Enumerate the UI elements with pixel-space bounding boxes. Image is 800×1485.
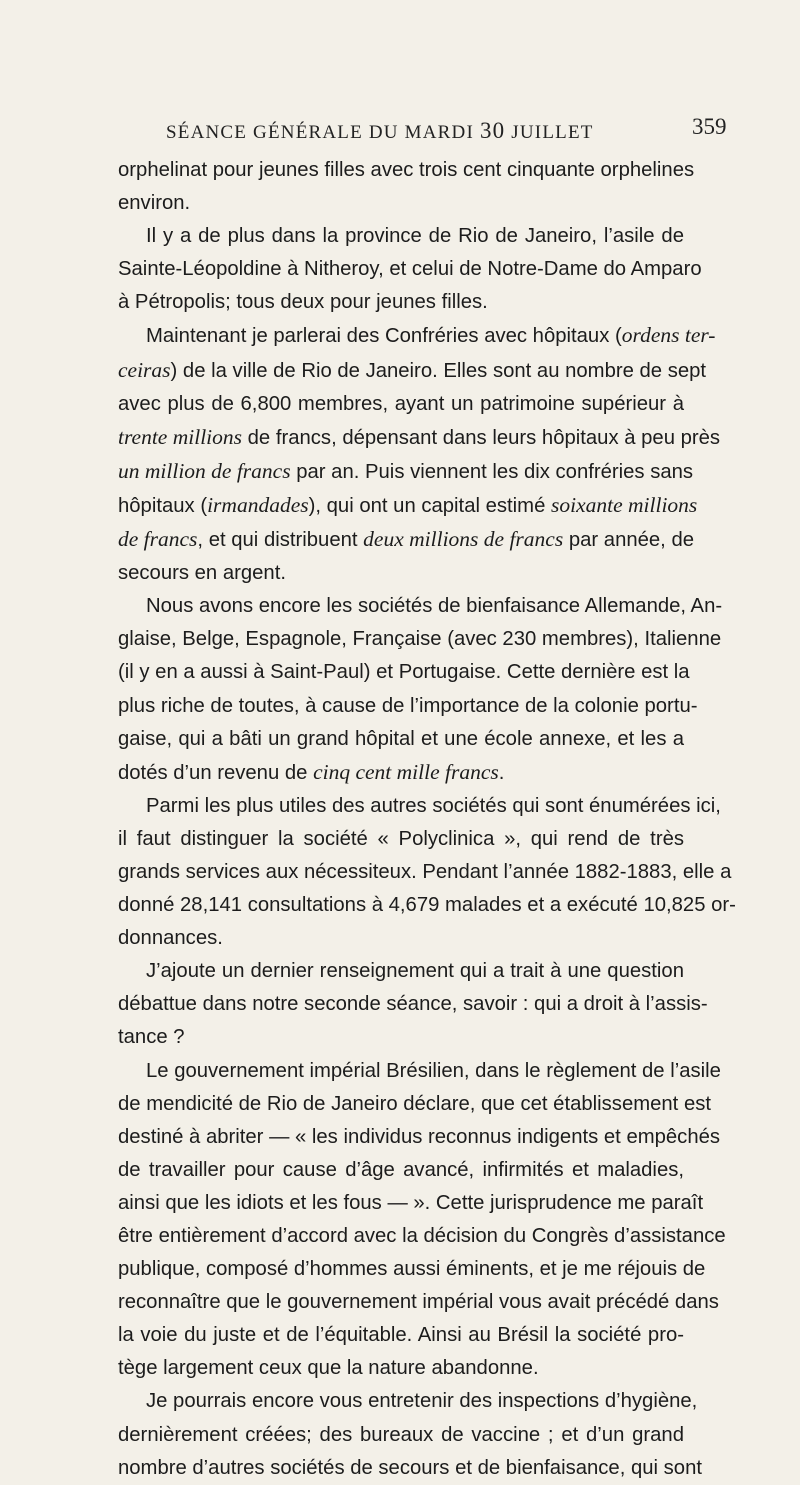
- text-line: reconnaître que le gouvernement impérial vous avait précédé dans: [118, 1291, 719, 1314]
- text-line: glaise, Belge, Espagnole, Française (avec 230 membres), Italienne: [118, 628, 722, 651]
- text-line: J’ajoute un dernier renseignement qui a trait à une question: [146, 960, 684, 983]
- text-line: environ.: [118, 192, 191, 215]
- running-title-day: 30: [479, 118, 506, 143]
- italic-phrase: ordens ter-: [621, 323, 716, 348]
- text-line: un million de francs par an. Puis viennent les dix confréries sans: [118, 458, 694, 483]
- running-title-text: SÉANCE GÉNÉRALE DU MARDI: [166, 122, 474, 143]
- text-line: être entièrement d’accord avec la décision du Congrès d’assistance: [118, 1225, 726, 1247]
- text-line: avec plus de 6,800 membres, ayant un patrimoine supérieur à: [118, 392, 684, 415]
- italic-phrase: un million de francs: [118, 458, 291, 483]
- text-line: débattue dans notre seconde séance, savoir : qui a droit à l’assis-: [118, 993, 708, 1016]
- text-line: destiné à abriter — « les individus reconnus indigents et empêchés: [118, 1125, 721, 1148]
- body-text: [118, 154, 736, 1485]
- italic-phrase: de francs: [118, 527, 198, 552]
- text-line: Parmi les plus utiles des autres sociétés qui sont énumérées ici,: [146, 794, 721, 817]
- page-number: 359: [692, 114, 727, 139]
- italic-phrase: cinq cent mille francs: [313, 759, 499, 784]
- text-line: à Pétropolis; tous deux pour jeunes filles.: [118, 291, 488, 314]
- text-line: il faut distinguer la société « Polyclinica », qui rend de très: [118, 827, 684, 850]
- text-line: gaise, qui a bâti un grand hôpital et une école annexe, et les a: [118, 727, 684, 750]
- text-line: Le gouvernement impérial Brésilien, dans le règlement de l’asile: [146, 1059, 721, 1082]
- text-line: Sainte-Léopoldine à Nitheroy, et celui de Notre-Dame do Amparo: [118, 258, 702, 281]
- italic-phrase: deux millions de francs: [363, 527, 564, 552]
- running-title-month: JUILLET: [511, 122, 594, 143]
- text-line: tège largement ceux que la nature abandonne.: [118, 1357, 539, 1380]
- text-line: (il y en a aussi à Saint-Paul) et Portugaise. Cette dernière est la: [118, 661, 690, 684]
- italic-phrase: soixante millions: [550, 492, 698, 517]
- text-line: secours en argent.: [118, 562, 286, 585]
- text-line: dotés d’un revenu de cinq cent mille francs.: [118, 759, 505, 784]
- text-line: hôpitaux (irmandades), qui ont un capital estimé soixante millions: [118, 492, 698, 517]
- italic-phrase: trente millions: [118, 424, 243, 449]
- text-line: grands services aux nécessiteux. Pendant l’année 1882-1883, elle a: [118, 860, 732, 883]
- page-header: [0, 104, 800, 144]
- text-line: ainsi que les idiots et les fous — ». Cette jurisprudence me paraît: [118, 1191, 704, 1214]
- italic-phrase: ceiras: [118, 357, 171, 382]
- text-line: de francs, et qui distribuent deux millions de francs par année, de: [118, 527, 695, 552]
- text-line: publique, composé d’hommes aussi éminents, et je me réjouis de: [118, 1258, 706, 1281]
- text-line: Je pourrais encore vous entretenir des inspections d’hygiène,: [146, 1390, 698, 1413]
- text-line: de mendicité de Rio de Janeiro déclare, que cet établissement est: [118, 1092, 712, 1115]
- text-line: orphelinat pour jeunes filles avec trois cent cinquante orphelines: [118, 159, 695, 181]
- running-title: [166, 118, 594, 144]
- text-line: Maintenant je parlerai des Confréries avec hôpitaux (ordens ter-: [146, 323, 716, 348]
- text-line: Nous avons encore les sociétés de bienfaisance Allemande, An-: [146, 595, 723, 618]
- text-line: donné 28,141 consultations à 4,679 malades et a exécuté 10,825 or-: [118, 894, 736, 917]
- text-line: la voie du juste et de l’équitable. Ainsi au Brésil la société pro-: [118, 1324, 684, 1347]
- text-line: tance ?: [118, 1026, 185, 1049]
- text-line: dernièrement créées; des bureaux de vaccine ; et d’un grand: [118, 1423, 684, 1446]
- text-line: donnances.: [118, 927, 223, 950]
- text-line: trente millions de francs, dépensant dans leurs hôpitaux à peu près: [118, 424, 721, 449]
- text-line: Il y a de plus dans la province de Rio de Janeiro, l’asile de: [146, 225, 684, 248]
- text-line: nombre d’autres sociétés de secours et de bienfaisance, qui sont: [118, 1456, 702, 1479]
- text-line: de travailler pour cause d’âge avancé, infirmités et maladies,: [118, 1158, 684, 1181]
- text-line: ceiras) de la ville de Rio de Janeiro. Elles sont au nombre de sept: [118, 357, 707, 382]
- text-line: plus riche de toutes, à cause de l’importance de la colonie portu-: [118, 694, 698, 717]
- italic-phrase: irmandades: [207, 492, 309, 517]
